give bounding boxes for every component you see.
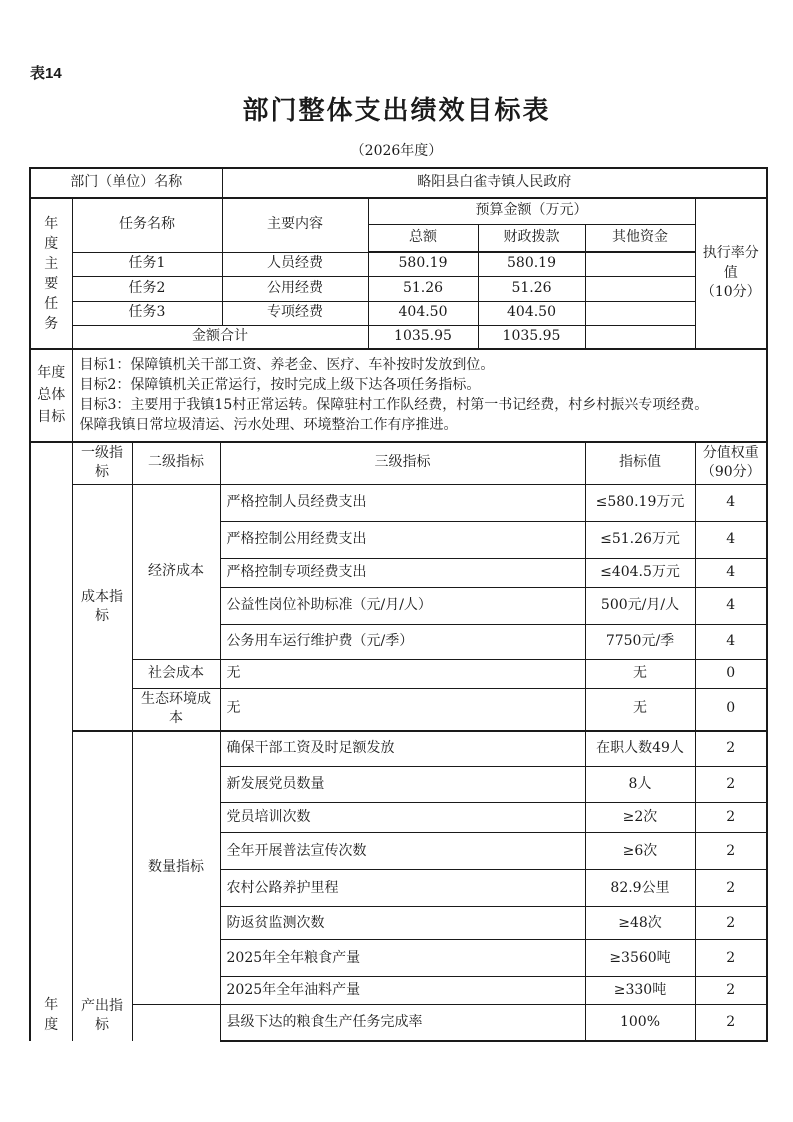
task-total: 51.26 <box>368 276 478 301</box>
task-row <box>30 301 767 325</box>
indicator-name: 公务用车运行维护费（元/季） <box>220 624 585 659</box>
task-row <box>30 276 767 301</box>
indicator-row <box>30 688 767 731</box>
goal-line-3: 目标3：主要用于我镇15村正常运转。保障驻村工作队经费，村第一书记经费，村乡村振兴专项经费。 <box>79 397 709 414</box>
task-header-row <box>30 198 767 224</box>
annual-goals-content <box>72 349 767 441</box>
indicator-value: 100% <box>585 1005 695 1041</box>
task-total: 404.50 <box>368 301 478 325</box>
indicator-value: 82.9公里 <box>585 870 695 907</box>
indicator-weight: 4 <box>695 521 767 558</box>
economic-cost-group-label: 经济成本 <box>132 484 220 659</box>
budget-amount-header: 预算金额（万元） <box>368 198 695 224</box>
task-other <box>585 276 695 301</box>
indicator-weight: 4 <box>695 558 767 587</box>
task-other <box>585 301 695 325</box>
total-amount-label: 金额合计 <box>72 325 368 349</box>
indicator-name: 严格控制公用经费支出 <box>220 521 585 558</box>
execution-rate-score-line1: 执行率分值 <box>702 245 759 281</box>
level2-indicator-header: 二级指标 <box>132 442 220 484</box>
task-total: 580.19 <box>368 252 478 276</box>
table-number-label: 表14 <box>30 65 62 82</box>
indicator-name: 县级下达的粮食生产任务完成率 <box>220 1005 585 1041</box>
indicator-weight: 2 <box>695 803 767 833</box>
indicator-name: 公益性岗位补助标准（元/月/人） <box>220 587 585 624</box>
level1-indicator-header: 一级指标 <box>72 442 132 484</box>
indicator-weight: 4 <box>695 587 767 624</box>
indicator-row <box>30 659 767 688</box>
performance-target-table <box>29 167 766 1042</box>
indicator-name: 严格控制专项经费支出 <box>220 558 585 587</box>
indicator-row <box>30 731 767 767</box>
department-row <box>30 168 767 198</box>
task-row <box>30 252 767 276</box>
budget-other-header: 其他资金 <box>585 224 695 252</box>
indicator-header-row <box>30 442 767 484</box>
indicator-name: 无 <box>220 659 585 688</box>
task-name: 任务2 <box>72 276 222 301</box>
indicator-weight: 0 <box>695 659 767 688</box>
task-other <box>585 252 695 276</box>
document-title: 部门整体支出绩效目标表 <box>242 96 551 126</box>
goal-line-1: 目标1：保障镇机关干部工资、养老金、医疗、车补按时发放到位。 <box>79 357 495 374</box>
goal-line-4: 保障我镇日常垃圾清运、污水处理、环境整治工作有序推进。 <box>79 417 458 434</box>
annual-main-tasks-section-label <box>30 198 72 349</box>
indicator-value: 8人 <box>585 767 695 803</box>
total-amount-row <box>30 325 767 349</box>
indicator-name: 确保干部工资及时足额发放 <box>220 731 585 767</box>
indicator-value: ≥330吨 <box>585 977 695 1005</box>
indicator-name: 全年开展普法宣传次数 <box>220 833 585 870</box>
task-fiscal: 51.26 <box>478 276 585 301</box>
social-cost-group-label: 社会成本 <box>132 659 220 688</box>
goal-line-2: 目标2：保障镇机关正常运行，按时完成上级下达各项任务指标。 <box>79 377 481 394</box>
annual-indicators-side-label <box>30 442 72 1041</box>
indicator-weight: 0 <box>695 688 767 731</box>
indicator-row <box>30 484 767 521</box>
level3-indicator-header: 三级指标 <box>220 442 585 484</box>
indicator-weight: 4 <box>695 484 767 521</box>
indicator-weight: 4 <box>695 624 767 659</box>
indicator-name: 严格控制人员经费支出 <box>220 484 585 521</box>
indicator-value: ≥3560吨 <box>585 940 695 977</box>
annual-indicators-side-text: 年度 <box>44 996 59 1033</box>
tasks-budget-table <box>29 167 768 442</box>
ecological-cost-group-label: 生态环境成本 <box>132 688 220 731</box>
level2-continued-empty-cell <box>132 1005 220 1041</box>
indicator-value: 500元/月/人 <box>585 587 695 624</box>
indicator-value: 在职人数49人 <box>585 731 695 767</box>
task-name: 任务3 <box>72 301 222 325</box>
indicator-value: ≥48次 <box>585 907 695 940</box>
indicator-value: 无 <box>585 688 695 731</box>
task-fiscal: 404.50 <box>478 301 585 325</box>
main-content-header: 主要内容 <box>222 198 368 252</box>
indicator-weight: 2 <box>695 767 767 803</box>
indicator-name: 2025年全年粮食产量 <box>220 940 585 977</box>
indicator-value: ≥2次 <box>585 803 695 833</box>
budget-fiscal-header: 财政拨款 <box>478 224 585 252</box>
indicator-value-header: 指标值 <box>585 442 695 484</box>
indicator-weight: 2 <box>695 907 767 940</box>
indicator-name: 2025年全年油料产量 <box>220 977 585 1005</box>
indicator-weight: 2 <box>695 977 767 1005</box>
indicator-weight: 2 <box>695 1005 767 1041</box>
indicator-name: 新发展党员数量 <box>220 767 585 803</box>
indicator-weight: 2 <box>695 731 767 767</box>
indicator-value: ≤580.19万元 <box>585 484 695 521</box>
task-content: 专项经费 <box>222 301 368 325</box>
total-amount-fiscal: 1035.95 <box>478 325 585 349</box>
indicator-name: 党员培训次数 <box>220 803 585 833</box>
indicator-weight: 2 <box>695 870 767 907</box>
indicator-row <box>30 1005 767 1041</box>
fiscal-year-subtitle: （2026年度） <box>350 143 443 159</box>
indicator-name: 防返贫监测次数 <box>220 907 585 940</box>
task-fiscal: 580.19 <box>478 252 585 276</box>
indicator-weight: 2 <box>695 833 767 870</box>
indicator-name: 农村公路养护里程 <box>220 870 585 907</box>
budget-total-header: 总额 <box>368 224 478 252</box>
output-indicator-group-label <box>72 731 132 1041</box>
cost-indicator-group-label <box>72 484 132 731</box>
task-content: 公用经费 <box>222 276 368 301</box>
indicator-weight: 2 <box>695 940 767 977</box>
department-name-label: 部门（单位）名称 <box>30 168 222 198</box>
execution-rate-score-header <box>695 198 767 349</box>
annual-main-tasks-text: 年度主要任务 <box>44 215 59 332</box>
indicator-value: ≥6次 <box>585 833 695 870</box>
indicator-value: ≤51.26万元 <box>585 521 695 558</box>
indicator-value: 无 <box>585 659 695 688</box>
execution-rate-score-line2: （10分） <box>700 284 761 301</box>
output-indicator-group-text: 产出指标 <box>81 997 123 1033</box>
total-amount-other <box>585 325 695 349</box>
task-name-header: 任务名称 <box>72 198 222 252</box>
quantity-indicator-group-label: 数量指标 <box>132 731 220 1005</box>
total-amount-total: 1035.95 <box>368 325 478 349</box>
score-weight-header: 分值权重（90分） <box>695 442 767 484</box>
department-name-value: 略阳县白雀寺镇人民政府 <box>222 168 767 198</box>
task-name: 任务1 <box>72 252 222 276</box>
annual-goals-row <box>30 349 767 441</box>
indicator-value: ≤404.5万元 <box>585 558 695 587</box>
indicators-table <box>29 442 768 1042</box>
task-content: 人员经费 <box>222 252 368 276</box>
indicator-value: 7750元/季 <box>585 624 695 659</box>
annual-goals-section-label <box>30 349 72 441</box>
indicator-name: 无 <box>220 688 585 731</box>
annual-goals-text-label: 年度总体目标 <box>37 365 66 426</box>
cost-indicator-group-text: 成本指标 <box>81 589 123 625</box>
